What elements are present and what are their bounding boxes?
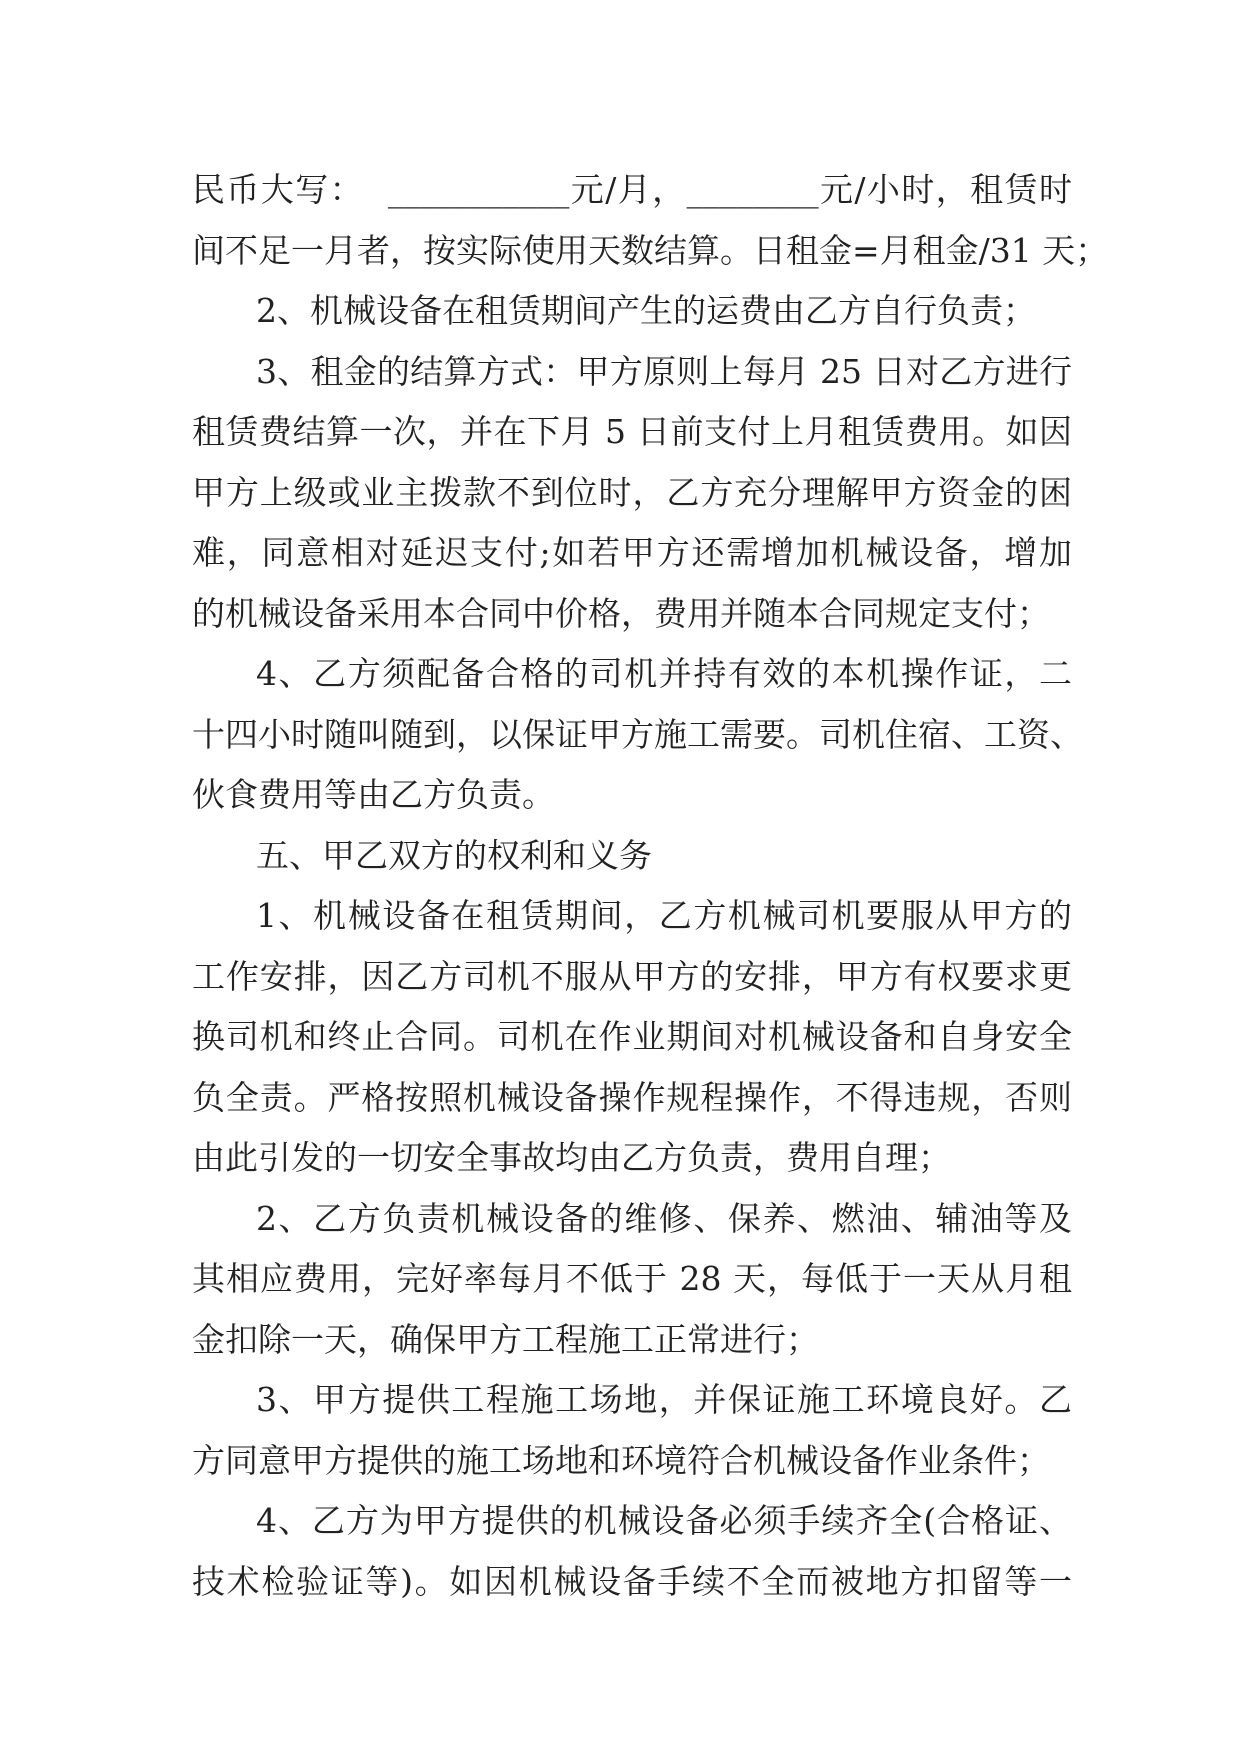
text-line: 换司机和终止合同。司机在作业期间对机械设备和自身安全 — [192, 1017, 1072, 1056]
text-line: 金扣除一天，确保甲方工程施工正常进行； — [192, 1319, 819, 1359]
section-heading: 五、甲乙双方的权利和义务 — [256, 835, 652, 875]
text-line: 甲方上级或业主拨款不到位时，乙方充分理解甲方资金的困 — [192, 472, 1072, 512]
text-line: 技术检验证等)。如因机械设备手续不全而被地方扣留等一 — [192, 1561, 1072, 1601]
text-line: 伙食费用等由乙方负责。 — [192, 775, 555, 814]
contract-text — [192, 160, 1109, 1612]
text-line: 4、乙方须配备合格的司机并持有效的本机操作证，二 — [256, 654, 1072, 693]
text-line: 4、乙方为甲方提供的机械设备必须手续齐全(合格证、 — [256, 1501, 1072, 1540]
text-line: 3、租金的结算方式：甲方原则上每月 25 日对乙方进行 — [256, 351, 1072, 391]
text-line: 民币大写： ___________元/月，________元/小时，租赁时 — [192, 170, 1072, 209]
text-line: 的机械设备采用本合同中价格，费用并随本合同规定支付； — [192, 593, 1050, 633]
text-line: 2、乙方负责机械设备的维修、保养、燃油、辅油等及 — [256, 1198, 1072, 1238]
text-line: 间不足一月者，按实际使用天数结算。日租金=月租金/31 天； — [192, 230, 1109, 270]
text-line: 十四小时随叫随到，以保证甲方施工需要。司机住宿、工资、 — [192, 714, 1083, 754]
text-line: 工作安排，因乙方司机不服从甲方的安排，甲方有权要求更 — [192, 956, 1072, 996]
text-line: 租赁费结算一次，并在下月 5 日前支付上月租赁费用。如因 — [192, 412, 1072, 451]
text-line: 方同意甲方提供的施工场地和环境符合机械设备作业条件； — [192, 1440, 1050, 1480]
text-line: 由此引发的一切安全事故均由乙方负责，费用自理； — [192, 1138, 951, 1177]
text-line: 1、机械设备在租赁期间，乙方机械司机要服从甲方的 — [256, 896, 1072, 935]
text-line: 难，同意相对延迟支付;如若甲方还需增加机械设备，增加 — [192, 533, 1072, 572]
text-line: 2、机械设备在租赁期间产生的运费由乙方自行负责； — [256, 291, 1036, 330]
text-line: 其相应费用，完好率每月不低于 28 天，每低于一天从月租 — [192, 1259, 1072, 1298]
text-line: 3、甲方提供工程施工场地，并保证施工环境良好。乙 — [256, 1380, 1072, 1419]
text-line: 负全责。严格按照机械设备操作规程操作，不得违规，否则 — [192, 1077, 1072, 1117]
